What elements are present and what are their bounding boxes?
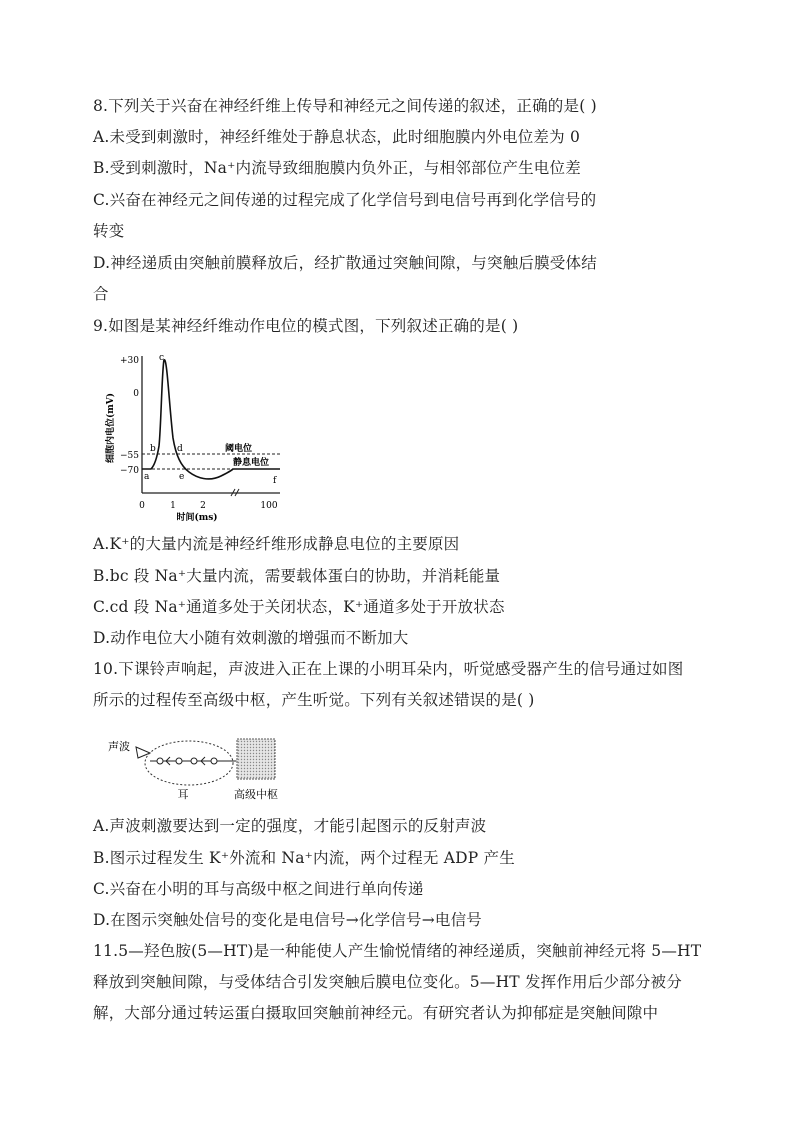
q9-option-c: C.cd 段 Na⁺通道多处于关闭状态，K⁺通道多处于开放状态	[93, 598, 505, 616]
q10-option-d: D.在图示突触处信号的变化是电信号→化学信号→电信号	[93, 911, 482, 929]
q11-line2: 释放到突触间隙，与受体结合引发突触后膜电位变化。5—HT 发挥作用后少部分被分	[93, 973, 682, 991]
q9-option-a: A.K⁺的大量内流是神经纤维形成静息电位的主要原因	[93, 535, 460, 553]
neuron-body	[211, 758, 217, 764]
q10-option-c: C.兴奋在小明的耳与高级中枢之间进行单向传递	[93, 880, 424, 898]
threshold-label: 阈电位	[225, 444, 253, 454]
q8-option-d-line2: 合	[93, 285, 109, 303]
neuron-body	[176, 758, 182, 764]
q10-option-b: B.图示过程发生 K⁺外流和 Na⁺内流，两个过程无 ADP 产生	[93, 849, 515, 867]
neuron-body	[157, 758, 163, 764]
q8-option-c-line1: C.兴奋在神经元之间传递的过程完成了化学信号到电信号再到化学信号的	[93, 191, 597, 209]
q11-line1: 11.5—羟色胺(5—HT)是一种能使人产生愉悦情绪的神经递质，突触前神经元将 5—HT	[93, 942, 702, 960]
neuron-body	[191, 758, 197, 764]
y-axis-label: 细胞内电位(mV)	[106, 392, 116, 464]
y-tick-label: 0	[133, 389, 139, 399]
q9-stem: 9.如图是某神经纤维动作电位的模式图，下列叙述正确的是( )	[93, 317, 519, 335]
auditory-pathway-figure	[108, 734, 283, 802]
point-label-f: f	[273, 476, 277, 486]
q10-stem-line1: 10.下课铃声响起，声波进入正在上课的小明耳朵内，听觉感受器产生的信号通过如图	[93, 660, 684, 678]
q11-line3: 解，大部分通过转运蛋白摄取回突触前神经元。有研究者认为抑郁症是突触间隙中	[93, 1004, 659, 1022]
q9-option-b: B.bc 段 Na⁺大量内流，需要载体蛋白的协助，并消耗能量	[93, 567, 501, 585]
x-tick-label: 100	[260, 501, 278, 511]
q8-option-d-line1: D.神经递质由突触前膜释放后，经扩散通过突触间隙，与突触后膜受体结	[93, 254, 597, 272]
action-potential-figure	[97, 348, 297, 526]
y-tick-label: −70	[120, 466, 139, 476]
point-label-b: b	[150, 444, 156, 454]
q8-option-a: A.未受到刺激时，神经纤维处于静息状态，此时细胞膜内外电位差为 0	[93, 128, 581, 146]
q10-option-a: A.声波刺激要达到一定的强度，才能引起图示的反射声波	[93, 817, 487, 835]
receptor	[136, 747, 150, 758]
higher-center-box	[237, 739, 275, 779]
sound-wave-label: 声波	[108, 740, 130, 753]
higher-center-label: 高级中枢	[234, 788, 278, 801]
q8-option-b: B.受到刺激时，Na⁺内流导致细胞膜内负外正，与相邻部位产生电位差	[93, 159, 581, 177]
y-tick-label: +30	[120, 356, 139, 366]
x-tick-label: 0	[139, 501, 145, 511]
x-tick-label: 1	[170, 501, 176, 511]
q9-option-d: D.动作电位大小随有效刺激的增强而不断加大	[93, 629, 409, 647]
q10-stem-line2: 所示的过程传至高级中枢，产生听觉。下列有关叙述错误的是( )	[93, 691, 535, 709]
y-tick-label: −55	[120, 451, 139, 461]
point-label-d: d	[177, 444, 183, 454]
resting-label: 静息电位	[233, 458, 270, 468]
point-label-c: c	[159, 353, 165, 363]
point-label-e: e	[179, 472, 185, 482]
point-label-a: a	[144, 472, 150, 482]
x-tick-label: 2	[200, 501, 206, 511]
x-axis-label: 时间(ms)	[176, 513, 218, 523]
ear-label: 耳	[177, 788, 189, 801]
q8-option-c-line2: 转变	[93, 222, 125, 240]
q8-stem: 8.下列关于兴奋在神经纤维上传导和神经元之间传递的叙述，正确的是( )	[93, 97, 597, 115]
